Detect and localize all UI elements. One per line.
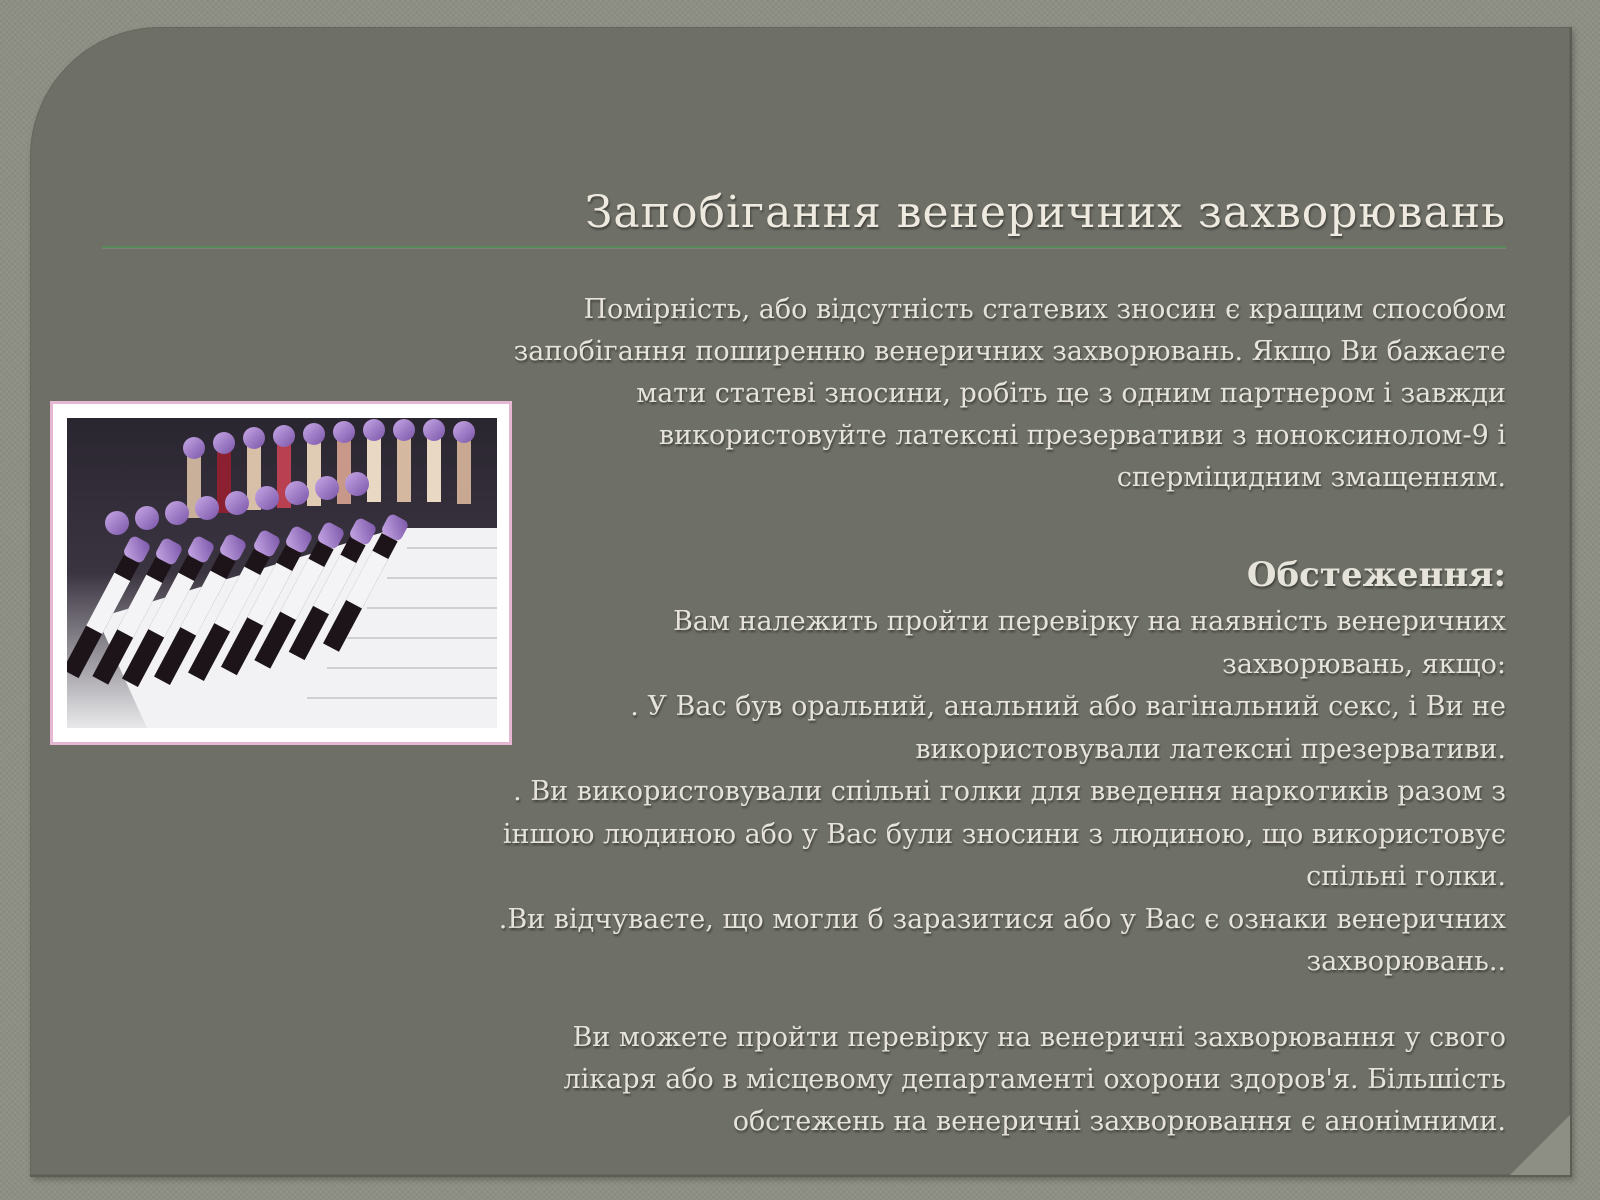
testing-location-paragraph: Ви можете пройти перевірку на венеричні захворювання у свого лікаря або в місцевому департаменті охорони здоров'я. Більшість обстежень на венеричні захворювання є анонімними. (563, 1022, 1506, 1137)
title-divider (102, 246, 1506, 248)
examination-paragraph: Вам належить пройти перевірку на наявність венеричних захворювань, якщо: . У Вас був оральний, анальний або вагінальний секс, і Ви не використовували латексні презервативи. . Ви використовували спільні голки для введення наркотиків разом з іншою людиною або у Вас були зносини з людиною, що використовує спільні голки. .Ви відчуваєте, що могли б заразитися або у Вас є ознаки венеричних захворювань.. (498, 606, 1506, 977)
slide-title: Запобігання венеричних захворювань (585, 187, 1506, 238)
slide-panel (30, 27, 1572, 1177)
panel-corner-cut (1510, 1115, 1570, 1175)
intro-paragraph: Помірність, або відсутність статевих зносин є кращим способом запобігання поширенню венеричних захворювань. Якщо Ви бажаєте мати статеві зносини, робіть це з одним партнером і завжди використовуйте латексні презервативи з ноноксинолом-9 і сперміцидним змащенням. (513, 294, 1506, 493)
examination-heading: Обстеження: (1246, 555, 1506, 595)
